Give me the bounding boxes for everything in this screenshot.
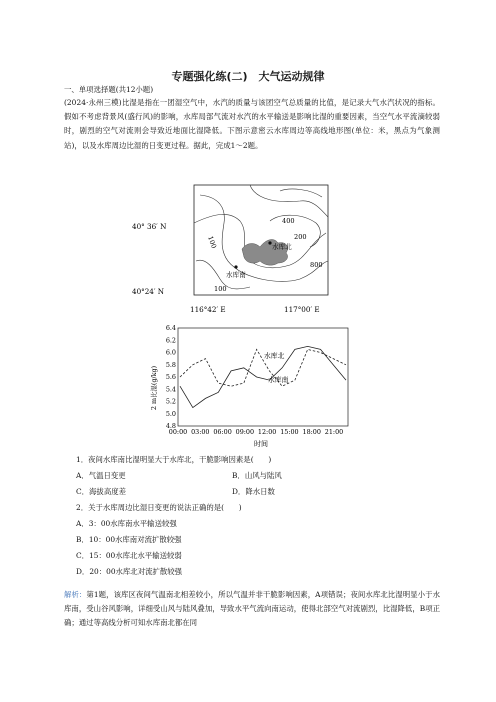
y-axis-label: 2 m比湿(g/kg) — [150, 365, 158, 411]
question-1-option-a: A．气温日变更 — [76, 471, 126, 480]
contour-label: 100 — [206, 234, 218, 250]
x-tick-label: 09:00 — [235, 428, 255, 436]
lat-top-label: 40° 36′ N — [132, 222, 167, 231]
analysis-text: 第1题，该库区夜间气温南北相差较小，所以气温并非干脆影响因素，A项错误；夜间水库北比湿明显小于水库南，受山谷风影响，详细受山风与陆风叠加，导致水平气流向南运动，使得北部空气对流剧烈，比湿降低，B项正确；通过等高线分析可知水库南北都在同 — [64, 590, 440, 628]
question-2-option-c: C．15：00水库北水平输送较弱 — [76, 551, 182, 560]
x-tick-label: 12:00 — [257, 428, 277, 436]
series-line-south — [180, 346, 346, 407]
contour-line — [280, 189, 322, 197]
x-tick-label: 15:00 — [280, 428, 299, 436]
y-tick-label: 5.4 — [165, 385, 176, 394]
y-tick-label: 5.2 — [165, 397, 176, 406]
x-tick-label: 06:00 — [213, 428, 232, 436]
series-label: 水库南 — [268, 376, 289, 384]
question-1-option-b: B．山风与陆风 — [232, 471, 282, 480]
question-2-option-a: A．3：00水库南水平输送较强 — [76, 519, 177, 528]
y-tick-label: 5.6 — [165, 373, 176, 382]
question-2-stem: 2．关于水库周边比湿日变更的说法正确的是( ) — [76, 503, 242, 512]
humidity-chart — [150, 322, 360, 450]
lon-left-label: 116°42′ E — [190, 305, 226, 314]
y-tick-label: 6.0 — [165, 348, 176, 357]
question-1-option-d: D．降水日数 — [232, 487, 275, 496]
series-label: 水库北 — [264, 352, 285, 360]
contour-label: 200 — [294, 233, 307, 241]
series-line-north — [180, 349, 346, 386]
contour-line — [250, 185, 328, 217]
page-title: 专题强化练(二) 大气运动规律 — [171, 70, 325, 83]
x-tick-label: 21:00 — [324, 428, 344, 436]
analysis-label: 解析： — [64, 590, 87, 599]
analysis-paragraph — [64, 588, 440, 631]
lat-bottom-label: 40°24′ N — [132, 287, 165, 296]
y-tick-label: 5.0 — [165, 409, 176, 418]
section-heading: 一、单项选择题(共12小题) — [64, 85, 154, 94]
contour-label: 800 — [310, 261, 323, 269]
x-tick-label: 03:00 — [191, 428, 210, 436]
station-south-label: 水库南 — [226, 271, 246, 279]
station-south-dot — [234, 265, 237, 268]
question-2-option-d: D．20：00水库北对流扩散较强 — [76, 567, 183, 576]
question-1-stem: 1．夜间水库南比湿明显大于水库北，干脆影响因素是( ) — [76, 455, 272, 464]
intro-paragraph: (2024·永州三模)比湿是指在一团湿空气中，水汽的质量与该团空气总质量的比值，是记录大气水汽状况的指标。假如不考虑背景风(盛行风)的影响，水库局部气流对水汽的水平输送是影响比湿的重要因素，当空气水平流滴较弱时，剧烈的空气对流则会导致近地面比湿降低。下图示意密云水库周边等高线地形图(单位：米，黑点为气象测站)，以及水库周边比湿的日变更过程。据此，完成1～2题。 — [64, 98, 440, 150]
question-2-option-b: B．10：00水库南对流扩散较强 — [76, 535, 182, 544]
x-tick-label: 00:00 — [168, 428, 188, 436]
station-north-label: 水库北 — [272, 243, 292, 251]
plot-frame — [178, 328, 348, 426]
contour-line — [200, 195, 328, 281]
contour-label: 100 — [214, 285, 227, 293]
x-axis-label: 时间 — [254, 440, 268, 448]
contour-map — [130, 183, 340, 323]
y-tick-label: 6.2 — [165, 336, 176, 345]
y-tick-label: 6.4 — [165, 324, 176, 333]
question-1-option-c: C．海拔高度差 — [76, 487, 126, 496]
contour-label: 400 — [282, 217, 295, 225]
x-tick-label: 18:00 — [302, 428, 321, 436]
lon-right-label: 117°00′ E — [284, 305, 320, 314]
y-tick-label: 5.8 — [165, 360, 176, 369]
y-tick-label: 4.8 — [165, 422, 176, 431]
